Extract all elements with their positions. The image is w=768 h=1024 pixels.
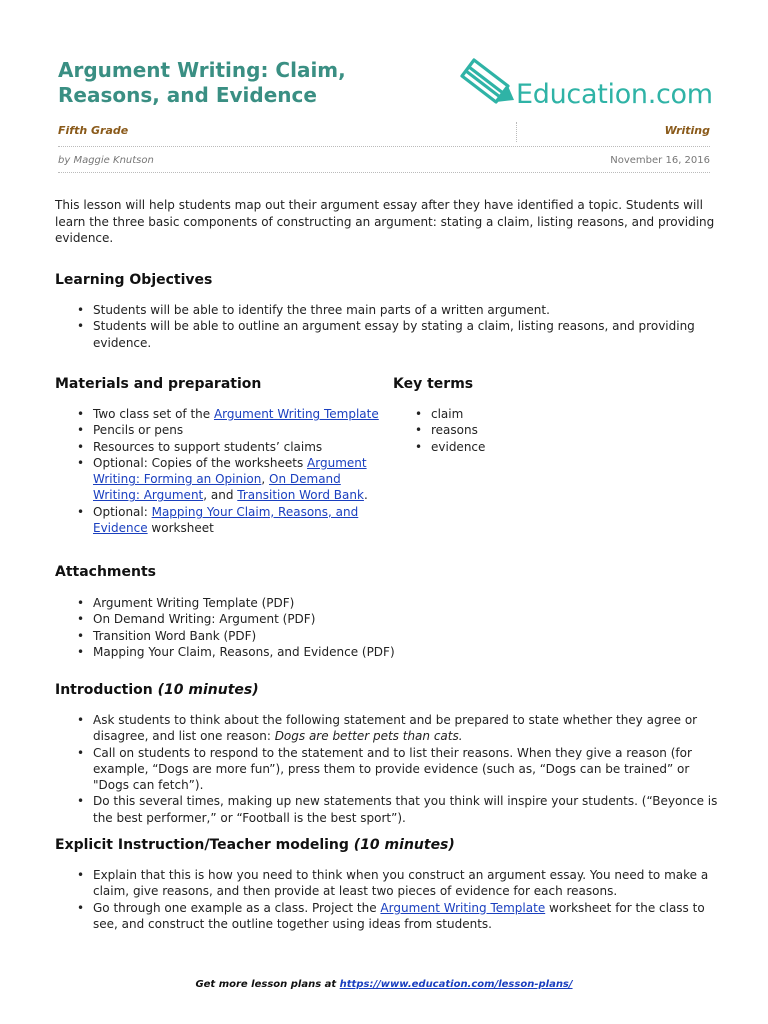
footer bbox=[0, 979, 768, 990]
intro-statement: Dogs are better pets than cats. bbox=[274, 729, 463, 744]
intro-paragraph: This lesson will help students map out their argument essay after they have identified a topic. Students will learn the three basic components of constructing an argument: stating a claim, listing reasons, and providing evidence. bbox=[55, 198, 715, 245]
key-terms-list bbox=[393, 406, 593, 455]
list-item: • Argument Writing Template (PDF) bbox=[55, 595, 695, 611]
list-item: • claim bbox=[393, 406, 593, 422]
mapping-claim-link[interactable]: Mapping Your Claim, Reasons, and Evidence bbox=[93, 504, 359, 536]
instruction-text: Go through one example as a class. Project the bbox=[93, 900, 381, 915]
list-item: • On Demand Writing: Argument (PDF) bbox=[55, 611, 695, 627]
material-end: . bbox=[363, 488, 368, 503]
lesson-title-line2: Reasons, and Evidence bbox=[58, 83, 317, 107]
forming-an-opinion-link[interactable]: Argument Writing: Forming an Opinion bbox=[93, 455, 367, 487]
list-item bbox=[55, 712, 720, 745]
attachments-heading: Attachments bbox=[55, 564, 157, 580]
list-item: • Transition Word Bank (PDF) bbox=[55, 628, 695, 644]
explicit-instruction-list bbox=[55, 867, 720, 932]
material-sep: , and bbox=[203, 488, 238, 503]
introduction-duration: (10 minutes) bbox=[157, 682, 259, 698]
list-item bbox=[55, 504, 385, 537]
explicit-instruction-heading bbox=[55, 837, 455, 853]
list-item: • Do this several times, making up new statements that you think will inspire your students. (“Beyonce is the best performer,” or “Football is the best sport”). bbox=[55, 793, 720, 826]
meta-divider-vertical bbox=[516, 122, 517, 142]
material-text: Two class set of the bbox=[93, 407, 214, 421]
footer-text: Get more lesson plans at bbox=[195, 979, 340, 990]
grade-label: Fifth Grade bbox=[58, 124, 129, 137]
education-com-logo[interactable] bbox=[456, 56, 716, 112]
list-item: • Students will be able to identify the three main parts of a written argument. bbox=[55, 302, 695, 318]
list-item: • Students will be able to outline an argument essay by stating a claim, listing reasons, and providing evidence. bbox=[55, 318, 695, 351]
author: by Maggie Knutson bbox=[58, 155, 154, 166]
argument-writing-template-link[interactable]: Argument Writing Template bbox=[380, 900, 546, 915]
list-item bbox=[55, 900, 720, 933]
list-item: • Resources to support students’ claims bbox=[55, 439, 385, 455]
introduction-heading-text: Introduction bbox=[55, 682, 153, 698]
introduction-list bbox=[55, 712, 720, 826]
lesson-plans-link[interactable]: https://www.education.com/lesson-plans/ bbox=[339, 979, 573, 990]
list-item bbox=[55, 406, 385, 422]
header-divider bbox=[58, 172, 710, 173]
list-item: • evidence bbox=[393, 439, 593, 455]
material-sep: , bbox=[261, 472, 270, 487]
attachments-list bbox=[55, 595, 695, 660]
intro-step-text: Ask students to think about the following statement and be prepared to state whether they agree or disagree, and list one reason: bbox=[93, 713, 698, 744]
list-item: • reasons bbox=[393, 422, 593, 438]
explicit-instruction-duration: (10 minutes) bbox=[353, 837, 455, 853]
introduction-heading bbox=[55, 682, 259, 698]
argument-writing-template-link[interactable]: Argument Writing Template bbox=[213, 407, 379, 421]
logo-wordmark: Education.com bbox=[516, 79, 713, 110]
learning-objectives-list bbox=[55, 302, 695, 351]
lesson-title-line1: Argument Writing: Claim, bbox=[58, 58, 346, 82]
subject-label: Writing bbox=[664, 124, 710, 137]
list-item bbox=[55, 455, 385, 504]
publish-date: November 16, 2016 bbox=[610, 155, 710, 166]
list-item: • Call on students to respond to the statement and to list their reasons. When they give a reason (for example, “Dogs are more fun”), press them to provide evidence (such as, “Dogs can be trained” or "Dogs can fetch”). bbox=[55, 745, 720, 794]
list-item: • Mapping Your Claim, Reasons, and Evidence (PDF) bbox=[55, 644, 695, 660]
list-item: • Explain that this is how you need to think when you construct an argument essay. You need to make a claim, give reasons, and then provide at least two pieces of evidence for each reasons. bbox=[55, 867, 720, 900]
materials-heading: Materials and preparation bbox=[55, 376, 262, 392]
material-end: worksheet bbox=[147, 521, 214, 536]
learning-objectives-heading: Learning Objectives bbox=[55, 272, 213, 288]
materials-list bbox=[55, 406, 385, 536]
meta-divider bbox=[58, 146, 710, 147]
material-text: Optional: bbox=[93, 504, 152, 519]
lesson-title bbox=[58, 58, 398, 108]
pencil-eraser-logo-icon bbox=[456, 56, 518, 112]
on-demand-writing-link[interactable]: On Demand Writing: Argument bbox=[93, 472, 341, 503]
key-terms-heading: Key terms bbox=[393, 376, 474, 392]
transition-word-bank-link[interactable]: Transition Word Bank bbox=[237, 488, 364, 503]
instruction-end: worksheet for the class to see, and construct the outline together using ideas from students. bbox=[93, 900, 705, 931]
material-text: Optional: Copies of the worksheets bbox=[93, 455, 308, 470]
explicit-instruction-heading-text: Explicit Instruction/Teacher modeling bbox=[55, 837, 349, 853]
list-item: • Pencils or pens bbox=[55, 422, 385, 438]
